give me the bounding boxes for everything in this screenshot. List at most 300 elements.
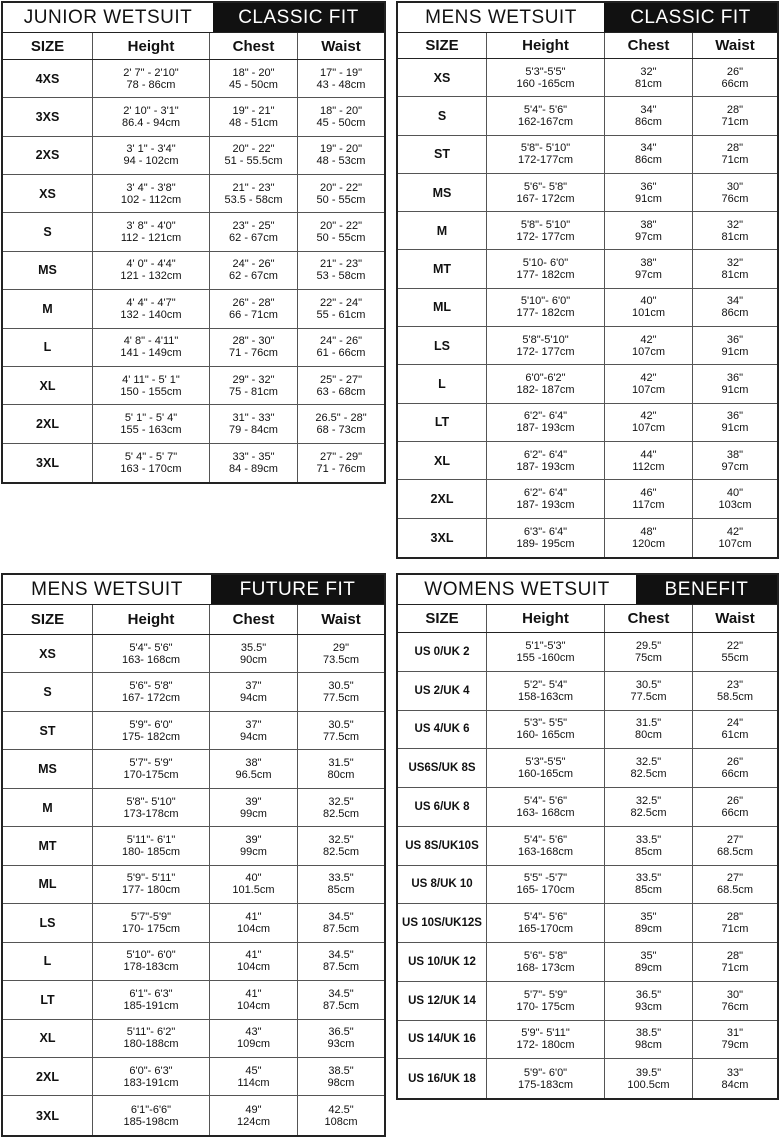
waist-line: 25" - 27" — [319, 373, 363, 386]
height-line: 167- 172cm — [516, 192, 575, 205]
waist-line: 36" — [726, 372, 744, 385]
size-cell: 3XS — [3, 98, 93, 135]
table-title-bar — [398, 575, 777, 605]
height-line: 132 - 140cm — [120, 308, 182, 321]
height-line: 165-170cm — [517, 923, 574, 936]
column-header: Waist — [321, 37, 361, 55]
waist-cell — [693, 519, 777, 557]
chest-line: 44" — [640, 448, 657, 461]
waist-line: 91cm — [721, 422, 749, 435]
waist-cell — [298, 712, 384, 749]
table-header-row — [3, 605, 384, 635]
chest-line: 93cm — [635, 1000, 662, 1013]
table-row — [398, 442, 777, 480]
height-line: 5'10"- 6'0" — [520, 295, 571, 308]
chest-line: 79 - 84cm — [229, 423, 278, 436]
waist-cell — [298, 405, 384, 442]
waist-line: 66cm — [721, 77, 749, 90]
table-row — [3, 367, 384, 405]
table-row — [398, 788, 777, 827]
height-cell — [93, 60, 210, 97]
chest-line: 31.5" — [635, 717, 662, 730]
waist-line: 71cm — [721, 115, 749, 128]
height-cell — [487, 212, 605, 249]
chest-line: 48" — [640, 525, 657, 538]
waist-cell — [298, 943, 384, 980]
table-body — [3, 635, 384, 1135]
chest-line: 42" — [640, 333, 657, 346]
chest-line: 80cm — [635, 729, 662, 742]
chest-line: 41" — [245, 987, 262, 1000]
height-line: 177- 180cm — [121, 884, 181, 897]
chest-cell — [210, 290, 298, 327]
chest-cell — [210, 175, 298, 212]
chest-line: 62 - 67cm — [229, 232, 278, 245]
mens-future-table — [1, 573, 386, 1137]
height-line: 155 - 163cm — [120, 423, 182, 436]
waist-cell — [298, 981, 384, 1018]
waist-line: 26" — [726, 794, 744, 807]
table-row — [398, 904, 777, 943]
waist-line: 20" - 22" — [319, 181, 363, 194]
waist-line: 103cm — [718, 498, 752, 511]
waist-cell — [298, 1020, 384, 1057]
chest-line: 38" — [640, 257, 657, 270]
height-cell — [93, 329, 210, 366]
table-row — [398, 866, 777, 905]
chest-line: 29" - 32" — [232, 373, 275, 386]
chest-line: 89cm — [635, 923, 662, 936]
height-line: 185-198cm — [123, 1115, 179, 1128]
waist-line: 42" — [726, 525, 744, 538]
table-row — [398, 212, 777, 250]
height-line: 160 -165cm — [516, 77, 575, 90]
chest-cell — [605, 404, 693, 441]
height-line: 2' 7" - 2'10" — [123, 66, 179, 79]
table-row — [398, 480, 777, 518]
height-cell — [93, 750, 210, 787]
height-cell — [487, 788, 605, 826]
table-row — [3, 1096, 384, 1134]
height-cell — [487, 1059, 605, 1098]
column-header: SIZE — [398, 605, 487, 632]
chest-line: 38" — [640, 218, 657, 231]
chest-line: 42" — [640, 410, 657, 423]
table-row — [398, 982, 777, 1021]
table-row — [398, 250, 777, 288]
height-line: 5'11"- 6'2" — [126, 1026, 176, 1039]
size-cell: XL — [398, 442, 487, 479]
waist-line: 28" — [726, 949, 744, 962]
waist-cell — [298, 789, 384, 826]
size-cell: ST — [398, 136, 487, 173]
waist-line: 26.5" - 28" — [315, 411, 367, 424]
chest-cell — [605, 442, 693, 479]
waist-line: 97cm — [721, 460, 749, 473]
chest-line: 86cm — [635, 154, 662, 167]
chest-cell — [210, 1058, 298, 1095]
chest-line: 107cm — [631, 384, 666, 397]
chest-line: 43" — [245, 1026, 262, 1039]
height-line: 5'5" -5'7" — [523, 872, 568, 885]
table-body — [3, 60, 384, 482]
waist-line: 85cm — [327, 884, 355, 897]
chest-line: 99cm — [240, 807, 267, 820]
height-line: 3' 4" - 3'8" — [126, 181, 176, 194]
waist-line: 77.5cm — [322, 692, 360, 705]
chest-cell — [210, 866, 298, 903]
height-cell — [93, 981, 210, 1018]
height-cell — [487, 404, 605, 441]
chest-cell — [210, 789, 298, 826]
waist-cell — [693, 633, 777, 671]
column-header: Chest — [210, 33, 298, 59]
chest-line: 49" — [245, 1103, 262, 1116]
height-line: 5'7"- 5'9" — [129, 757, 173, 770]
waist-line: 19" - 20" — [319, 143, 363, 156]
chest-cell — [210, 98, 298, 135]
chest-line: 94cm — [240, 692, 267, 705]
height-line: 175- 182cm — [121, 730, 181, 743]
waist-line: 71cm — [721, 154, 749, 167]
height-cell — [487, 250, 605, 287]
size-cell: US 14/UK 16 — [398, 1021, 487, 1059]
waist-cell — [298, 750, 384, 787]
chest-line: 21" - 23" — [232, 181, 275, 194]
chest-line: 35" — [640, 949, 657, 962]
waist-cell — [693, 327, 777, 364]
chest-line: 94cm — [240, 730, 267, 743]
table-row — [398, 1059, 777, 1098]
height-line: 150 - 155cm — [120, 385, 182, 398]
chest-line: 77.5cm — [630, 690, 667, 703]
column-header: Height — [93, 605, 210, 634]
height-line: 5'10- 6'0" — [522, 257, 569, 270]
height-line: 4' 0" - 4'4" — [126, 258, 176, 271]
size-cell: US 6/UK 8 — [398, 788, 487, 826]
size-cell: ML — [3, 866, 93, 903]
waist-cell — [693, 289, 777, 326]
waist-line: 33.5" — [328, 872, 354, 885]
height-line: 163 - 170cm — [120, 462, 182, 475]
chest-line: 45 - 50cm — [229, 78, 278, 91]
waist-cell — [298, 137, 384, 174]
chest-line: 82.5cm — [630, 806, 667, 819]
waist-line: 18" - 20" — [319, 105, 363, 118]
size-cell: 2XL — [3, 405, 93, 442]
waist-line: 63 - 68cm — [316, 385, 366, 398]
waist-cell — [693, 250, 777, 287]
height-line: 6'1"- 6'3" — [129, 987, 173, 1000]
height-line: 158-163cm — [517, 690, 574, 703]
waist-line: 76cm — [721, 192, 749, 205]
table-body — [398, 59, 777, 557]
waist-line: 23" — [726, 678, 744, 691]
chest-cell — [210, 444, 298, 482]
waist-cell — [298, 175, 384, 212]
size-cell: MS — [3, 750, 93, 787]
table-row — [398, 327, 777, 365]
column-header: Height — [93, 33, 210, 59]
chest-cell — [605, 212, 693, 249]
chest-line: 98cm — [635, 1039, 662, 1052]
waist-line: 34.5" — [328, 910, 354, 923]
height-line: 6'2"- 6'4" — [523, 486, 568, 499]
waist-line: 32" — [726, 218, 744, 231]
table-row — [398, 59, 777, 97]
table-title-bar — [3, 3, 384, 33]
height-line: 94 - 102cm — [123, 155, 179, 168]
table-row — [3, 827, 384, 865]
height-cell — [93, 137, 210, 174]
waist-cell — [298, 367, 384, 404]
waist-cell — [693, 866, 777, 904]
height-line: 2' 10" - 3'1" — [123, 105, 179, 118]
waist-line: 29" — [332, 641, 350, 654]
column-header: Chest — [605, 33, 693, 58]
waist-cell — [693, 788, 777, 826]
height-cell — [93, 635, 210, 672]
size-cell: XS — [3, 175, 93, 212]
height-line: 180-188cm — [123, 1038, 179, 1051]
height-line: 5' 4" - 5' 7" — [124, 450, 178, 463]
table-row — [3, 213, 384, 251]
waist-line: 28" — [726, 142, 744, 155]
height-cell — [93, 290, 210, 327]
waist-cell — [693, 672, 777, 710]
chest-line: 107cm — [631, 422, 666, 435]
chest-line: 41" — [245, 910, 262, 923]
height-cell — [487, 442, 605, 479]
chest-cell — [210, 981, 298, 1018]
chest-line: 39" — [245, 833, 262, 846]
size-cell: LS — [3, 904, 93, 941]
table-row — [3, 98, 384, 136]
chest-cell — [605, 480, 693, 517]
table-title-right: BENEFIT — [636, 575, 777, 604]
size-cell: US 16/UK 18 — [398, 1059, 487, 1098]
waist-line: 91cm — [721, 384, 749, 397]
height-line: 5'7"- 5'9" — [523, 988, 568, 1001]
height-line: 183-191cm — [123, 1076, 179, 1089]
waist-cell — [693, 136, 777, 173]
chest-cell — [210, 405, 298, 442]
height-line: 5'4"- 5'6" — [523, 833, 568, 846]
chest-line: 109cm — [236, 1038, 271, 1051]
height-line: 163-168cm — [517, 845, 574, 858]
waist-line: 31" — [726, 1027, 744, 1040]
chest-line: 100.5cm — [627, 1078, 670, 1091]
height-line: 5'2"- 5'4" — [523, 678, 568, 691]
height-line: 155 -160cm — [516, 651, 575, 664]
size-cell: XS — [3, 635, 93, 672]
table-row — [3, 866, 384, 904]
table-row — [3, 635, 384, 673]
waist-line: 53 - 58cm — [316, 270, 366, 283]
table-title-left: JUNIOR WETSUIT — [3, 3, 213, 32]
waist-line: 36" — [726, 410, 744, 423]
table-row — [3, 329, 384, 367]
chest-line: 82.5cm — [630, 768, 667, 781]
waist-cell — [693, 1059, 777, 1098]
chest-line: 99cm — [240, 845, 267, 858]
chest-line: 75 - 81cm — [229, 385, 278, 398]
table-body — [398, 633, 777, 1098]
height-line: 160-165cm — [517, 768, 574, 781]
table-row — [3, 712, 384, 750]
chest-line: 23" - 25" — [232, 220, 275, 233]
chest-cell — [605, 633, 693, 671]
height-line: 165- 170cm — [516, 884, 575, 897]
table-row — [3, 1020, 384, 1058]
waist-cell — [693, 97, 777, 134]
chest-line: 36.5" — [635, 988, 662, 1001]
size-cell: 2XL — [3, 1058, 93, 1095]
mens-classic-table — [396, 1, 779, 559]
size-cell: LT — [398, 404, 487, 441]
height-cell — [487, 943, 605, 981]
table-row — [398, 827, 777, 866]
height-line: 5'8"- 5'10" — [126, 795, 176, 808]
height-line: 162-167cm — [517, 115, 574, 128]
height-line: 102 - 112cm — [120, 193, 182, 206]
waist-line: 38" — [726, 448, 744, 461]
waist-cell — [298, 673, 384, 710]
chest-line: 51 - 55.5cm — [224, 155, 283, 168]
waist-line: 58.5cm — [716, 690, 754, 703]
chest-line: 75cm — [635, 651, 662, 664]
size-cell: 3XL — [3, 1096, 93, 1134]
chest-line: 66 - 71cm — [229, 308, 278, 321]
table-row — [398, 943, 777, 982]
height-cell — [487, 982, 605, 1020]
height-cell — [93, 673, 210, 710]
chest-line: 46" — [640, 486, 657, 499]
column-header: SIZE — [3, 33, 93, 59]
height-line: 6'0"-6'2" — [525, 372, 566, 385]
waist-line: 71cm — [721, 961, 749, 974]
height-cell — [487, 289, 605, 326]
size-cell: LS — [398, 327, 487, 364]
height-cell — [93, 98, 210, 135]
waist-line: 26" — [726, 65, 744, 78]
table-row — [3, 673, 384, 711]
chest-line: 114cm — [237, 1076, 270, 1089]
waist-line: 43 - 48cm — [316, 78, 366, 91]
height-cell — [93, 1058, 210, 1095]
height-line: 78 - 86cm — [126, 78, 176, 91]
height-line: 5'10"- 6'0" — [126, 949, 176, 962]
waist-line: 84cm — [721, 1078, 749, 1091]
waist-line: 48 - 53cm — [316, 155, 366, 168]
height-cell — [93, 444, 210, 482]
table-row — [3, 405, 384, 443]
height-line: 4' 11" - 5' 1" — [122, 373, 180, 386]
chest-cell — [210, 329, 298, 366]
size-cell: L — [3, 943, 93, 980]
chest-line: 45" — [245, 1064, 262, 1077]
height-line: 5'6"- 5'8" — [129, 680, 173, 693]
size-cell: M — [398, 212, 487, 249]
size-cell: XL — [3, 367, 93, 404]
height-cell — [93, 1096, 210, 1134]
size-cell: US 10S/UK12S — [398, 904, 487, 942]
waist-line: 108cm — [324, 1115, 358, 1128]
table-title-left: WOMENS WETSUIT — [398, 575, 636, 604]
table-row — [3, 943, 384, 981]
size-cell: 3XL — [398, 519, 487, 557]
waist-line: 55 - 61cm — [316, 308, 366, 321]
height-line: 6'2"- 6'4" — [523, 448, 568, 461]
waist-cell — [693, 749, 777, 787]
table-row — [398, 404, 777, 442]
height-cell — [487, 866, 605, 904]
table-row — [398, 711, 777, 750]
chest-cell — [210, 1020, 298, 1057]
table-row — [3, 750, 384, 788]
chest-line: 38" — [245, 757, 262, 770]
height-line: 189- 195cm — [516, 537, 575, 550]
waist-cell — [693, 943, 777, 981]
chest-line: 38.5" — [635, 1027, 662, 1040]
waist-line: 79cm — [721, 1039, 749, 1052]
chest-line: 24" - 26" — [232, 258, 275, 271]
waist-line: 86cm — [721, 307, 749, 320]
chest-line: 40" — [245, 872, 262, 885]
chest-line: 39" — [245, 795, 262, 808]
column-header: Waist — [321, 611, 361, 628]
height-line: 3' 1" - 3'4" — [126, 143, 176, 156]
height-cell — [93, 712, 210, 749]
waist-line: 66cm — [721, 768, 749, 781]
table-header-row — [3, 33, 384, 60]
table-row — [3, 444, 384, 482]
chest-line: 84 - 89cm — [229, 462, 278, 475]
chest-cell — [605, 1021, 693, 1059]
size-cell: MT — [398, 250, 487, 287]
waist-line: 38.5" — [328, 1064, 354, 1077]
height-line: 4' 4" - 4'7" — [126, 296, 176, 309]
waist-line: 20" - 22" — [319, 220, 363, 233]
chest-line: 32" — [640, 65, 657, 78]
waist-line: 27" — [726, 833, 744, 846]
table-title-left: MENS WETSUIT — [3, 575, 211, 604]
chest-cell — [210, 712, 298, 749]
chest-cell — [605, 365, 693, 402]
size-cell: 3XL — [3, 444, 93, 482]
height-line: 5'9"- 6'0" — [523, 1066, 568, 1079]
chest-cell — [605, 866, 693, 904]
waist-line: 32.5" — [328, 833, 354, 846]
chest-line: 104cm — [236, 961, 271, 974]
table-row — [398, 519, 777, 557]
height-line: 5'8"-5'10" — [522, 333, 569, 346]
chest-line: 81cm — [635, 77, 662, 90]
chest-line: 37" — [245, 680, 262, 693]
table-row — [3, 1058, 384, 1096]
chest-line: 42" — [640, 372, 657, 385]
chest-cell — [210, 252, 298, 289]
chest-line: 31" - 33" — [232, 411, 275, 424]
height-line: 5'4"- 5'6" — [523, 911, 568, 924]
waist-line: 71cm — [721, 923, 749, 936]
size-cell: MS — [3, 252, 93, 289]
height-line: 6'3"- 6'4" — [523, 525, 568, 538]
chest-cell — [210, 213, 298, 250]
height-line: 6'0"- 6'3" — [129, 1064, 173, 1077]
height-cell — [487, 519, 605, 557]
chest-cell — [210, 673, 298, 710]
